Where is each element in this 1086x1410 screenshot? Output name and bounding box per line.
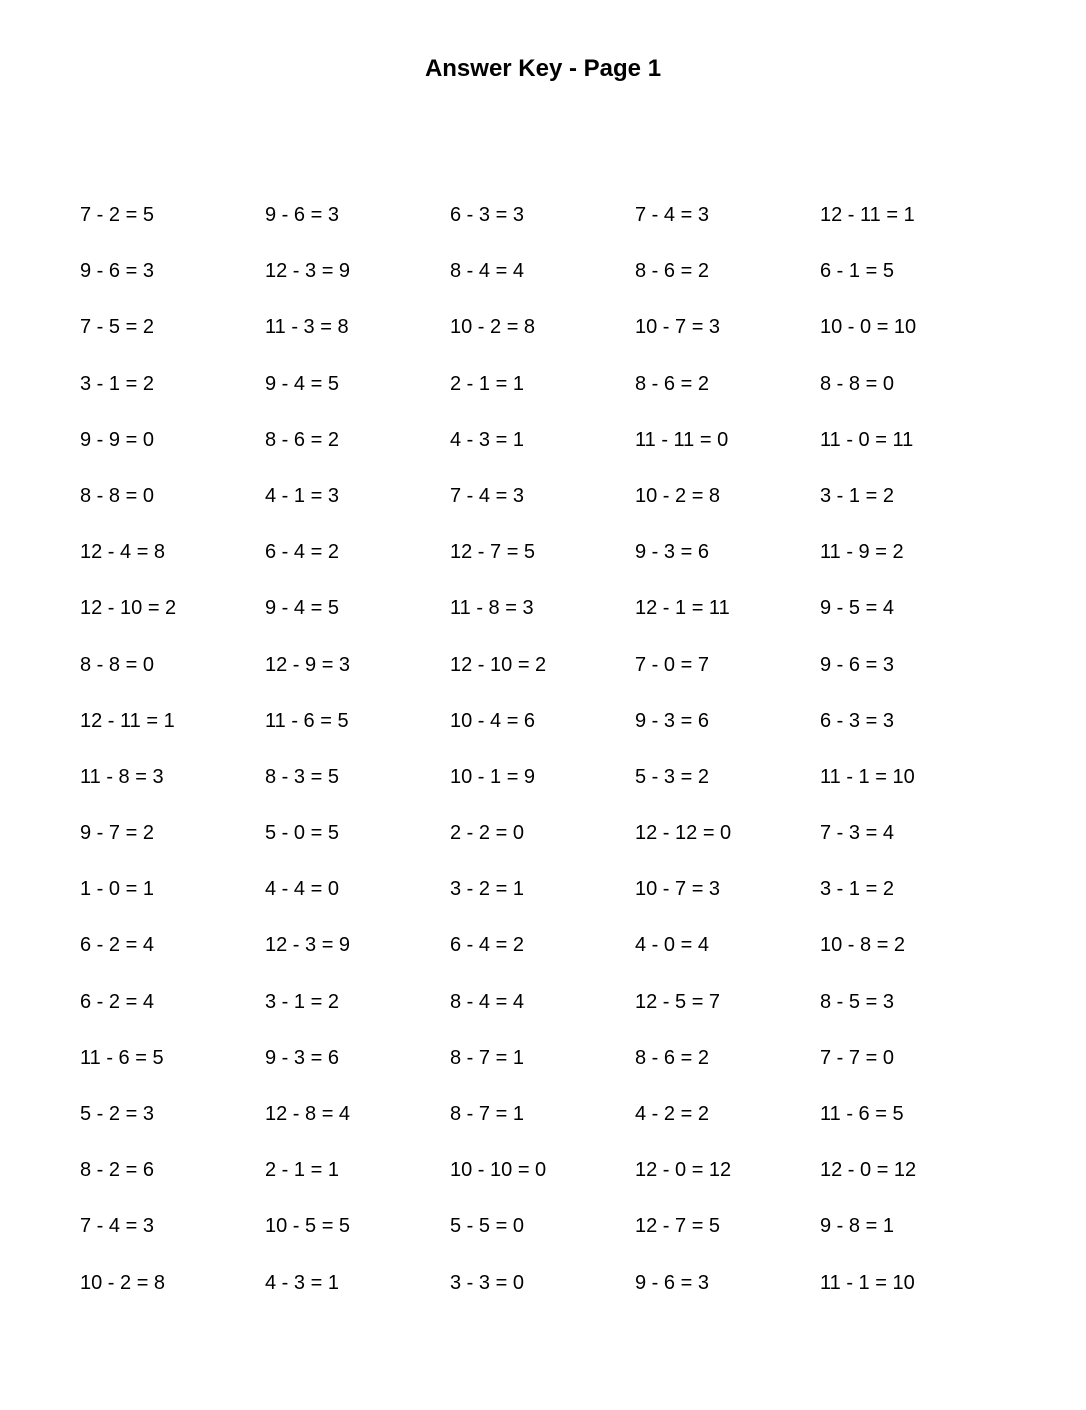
page-title: Answer Key - Page 1 bbox=[424, 55, 662, 82]
answer-item: 8 - 6 = 2 bbox=[635, 260, 709, 283]
answer-item: 6 - 4 = 2 bbox=[450, 934, 524, 957]
answer-item: 8 - 8 = 0 bbox=[80, 653, 154, 676]
answer-item: 5 - 2 = 3 bbox=[80, 1103, 154, 1125]
answer-item: 9 - 9 = 0 bbox=[80, 428, 154, 451]
answer-item: 6 - 2 = 4 bbox=[80, 990, 154, 1013]
answer-item: 11 - 0 = 11 bbox=[820, 428, 914, 451]
answer-item: 11 - 8 = 3 bbox=[450, 597, 534, 620]
answer-item: 12 - 5 = 7 bbox=[635, 990, 721, 1013]
answer-item: 12 - 11 = 1 bbox=[80, 709, 175, 732]
answer-item: 10 - 7 = 3 bbox=[635, 316, 721, 339]
answer-item: 3 - 1 = 2 bbox=[80, 372, 154, 395]
answer-item: 10 - 7 = 3 bbox=[635, 878, 721, 901]
answer-item: 7 - 5 = 2 bbox=[80, 316, 154, 339]
answer-item: 8 - 2 = 6 bbox=[80, 1159, 154, 1182]
answer-item: 10 - 1 = 9 bbox=[450, 765, 536, 788]
answer-item: 10 - 5 = 5 bbox=[265, 1215, 351, 1238]
answer-item: 6 - 4 = 2 bbox=[265, 541, 339, 564]
answer-item: 8 - 5 = 3 bbox=[820, 990, 894, 1013]
answer-item: 12 - 10 = 2 bbox=[450, 653, 547, 676]
answer-item: 11 - 3 = 8 bbox=[265, 316, 349, 339]
answer-item: 6 - 3 = 3 bbox=[820, 709, 894, 732]
answer-item: 9 - 3 = 6 bbox=[265, 1046, 339, 1069]
answer-item: 11 - 6 = 5 bbox=[80, 1046, 164, 1069]
answer-item: 5 - 3 = 2 bbox=[635, 765, 709, 788]
answer-item: 8 - 6 = 2 bbox=[635, 372, 709, 395]
answer-item: 3 - 1 = 2 bbox=[820, 878, 894, 901]
answer-item: 11 - 6 = 5 bbox=[265, 709, 349, 732]
answer-item: 8 - 6 = 2 bbox=[265, 428, 339, 451]
answer-item: 10 - 0 = 10 bbox=[820, 316, 917, 339]
answer-item: 3 - 1 = 2 bbox=[820, 484, 894, 507]
answer-item: 4 - 3 = 1 bbox=[265, 1271, 339, 1294]
answer-item: 6 - 1 = 5 bbox=[820, 260, 894, 283]
answer-item: 12 - 3 = 9 bbox=[265, 260, 351, 283]
answer-item: 10 - 10 = 0 bbox=[450, 1159, 547, 1182]
answer-item: 9 - 5 = 4 bbox=[820, 597, 894, 620]
answer-item: 5 - 0 = 5 bbox=[265, 822, 339, 845]
answer-item: 12 - 9 = 3 bbox=[265, 653, 351, 676]
answer-item: 4 - 2 = 2 bbox=[635, 1103, 709, 1125]
answer-item: 4 - 3 = 1 bbox=[450, 428, 524, 451]
answer-item: 11 - 11 = 0 bbox=[635, 428, 729, 451]
answer-item: 9 - 6 = 3 bbox=[820, 653, 894, 676]
answer-item: 8 - 6 = 2 bbox=[635, 1046, 709, 1069]
answer-item: 12 - 8 = 4 bbox=[265, 1103, 351, 1125]
answer-item: 12 - 10 = 2 bbox=[80, 597, 177, 620]
answer-item: 9 - 4 = 5 bbox=[265, 597, 339, 620]
answer-item: 7 - 2 = 5 bbox=[80, 204, 154, 226]
answer-item: 2 - 2 = 0 bbox=[450, 822, 524, 845]
answer-item: 9 - 4 = 5 bbox=[265, 372, 339, 395]
answer-item: 7 - 4 = 3 bbox=[635, 204, 709, 226]
answer-item: 11 - 1 = 10 bbox=[820, 765, 915, 788]
answer-item: 5 - 5 = 0 bbox=[450, 1215, 524, 1238]
answer-item: 7 - 4 = 3 bbox=[450, 484, 524, 507]
answer-item: 7 - 0 = 7 bbox=[635, 653, 709, 676]
answer-item: 2 - 1 = 1 bbox=[450, 372, 524, 395]
answer-item: 11 - 8 = 3 bbox=[80, 765, 164, 788]
answer-item: 8 - 3 = 5 bbox=[265, 765, 339, 788]
answer-item: 9 - 3 = 6 bbox=[635, 541, 709, 564]
answer-item: 9 - 6 = 3 bbox=[635, 1271, 709, 1294]
answer-item: 9 - 3 = 6 bbox=[635, 709, 709, 732]
answer-item: 3 - 2 = 1 bbox=[450, 878, 524, 901]
answer-item: 8 - 7 = 1 bbox=[450, 1046, 524, 1069]
answer-item: 8 - 8 = 0 bbox=[820, 372, 894, 395]
answer-item: 12 - 3 = 9 bbox=[265, 934, 351, 957]
answer-item: 8 - 8 = 0 bbox=[80, 484, 154, 507]
answer-item: 4 - 1 = 3 bbox=[265, 484, 339, 507]
answer-item: 4 - 4 = 0 bbox=[265, 878, 339, 901]
answer-item: 10 - 8 = 2 bbox=[820, 934, 906, 957]
answer-item: 10 - 2 = 8 bbox=[635, 484, 721, 507]
answer-item: 12 - 4 = 8 bbox=[80, 541, 166, 564]
answer-item: 10 - 4 = 6 bbox=[450, 709, 536, 732]
answer-item: 11 - 1 = 10 bbox=[820, 1271, 915, 1294]
answer-item: 12 - 1 = 11 bbox=[635, 597, 730, 620]
answer-item: 9 - 7 = 2 bbox=[80, 822, 154, 845]
answer-item: 7 - 7 = 0 bbox=[820, 1046, 894, 1069]
answer-item: 4 - 0 = 4 bbox=[635, 934, 709, 957]
answer-item: 6 - 2 = 4 bbox=[80, 934, 154, 957]
answer-item: 8 - 7 = 1 bbox=[450, 1103, 524, 1125]
answer-item: 10 - 2 = 8 bbox=[450, 316, 536, 339]
answer-item: 6 - 3 = 3 bbox=[450, 204, 524, 226]
answer-item: 12 - 7 = 5 bbox=[635, 1215, 721, 1238]
answer-item: 11 - 9 = 2 bbox=[820, 541, 904, 564]
answer-item: 3 - 3 = 0 bbox=[450, 1271, 524, 1294]
answer-item: 12 - 0 = 12 bbox=[635, 1159, 732, 1182]
answer-item: 3 - 1 = 2 bbox=[265, 990, 339, 1013]
answer-item: 9 - 8 = 1 bbox=[820, 1215, 894, 1238]
answer-item: 8 - 4 = 4 bbox=[450, 260, 524, 283]
answer-item: 9 - 6 = 3 bbox=[265, 204, 339, 226]
answer-item: 12 - 11 = 1 bbox=[820, 204, 915, 226]
answer-item: 12 - 7 = 5 bbox=[450, 541, 536, 564]
answer-item: 1 - 0 = 1 bbox=[80, 878, 154, 901]
answer-item: 10 - 2 = 8 bbox=[80, 1271, 166, 1294]
answer-item: 12 - 0 = 12 bbox=[820, 1159, 917, 1182]
answer-item: 7 - 4 = 3 bbox=[80, 1215, 154, 1238]
answer-item: 7 - 3 = 4 bbox=[820, 822, 894, 845]
answer-item: 11 - 6 = 5 bbox=[820, 1103, 904, 1125]
answer-item: 9 - 6 = 3 bbox=[80, 260, 154, 283]
answer-item: 8 - 4 = 4 bbox=[450, 990, 524, 1013]
answer-grid bbox=[80, 200, 1010, 1324]
answer-item: 12 - 12 = 0 bbox=[635, 822, 732, 845]
answer-item: 2 - 1 = 1 bbox=[265, 1159, 339, 1182]
